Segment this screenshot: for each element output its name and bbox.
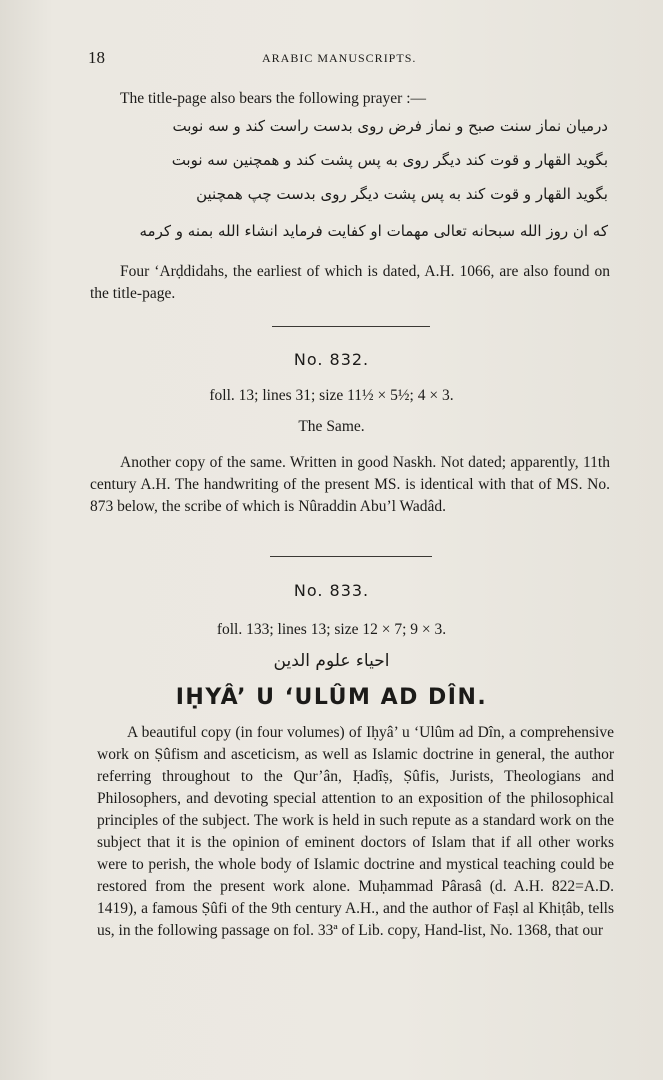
entry-832-number: No. 832. (293, 350, 370, 369)
prayer-intro: The title-page also bears the following prayer :— (120, 90, 427, 107)
entry-833-title: IḤYÂ’ U ‘ULÛM AD DÎN. (175, 685, 488, 710)
arabic-line-2: بگوید القهار و قوت کند دیگر روی به پس پشت کند و همچنین سه نوبت (171, 151, 608, 169)
entry-832-details: foll. 13; lines 31; size 11½ × 5½; 4 × 3. (209, 387, 454, 404)
arabic-line-3: بگوید القهار و قوت کند به پس پشت دیگر روی بدست چپ همچنین (196, 185, 608, 203)
entry-833-description: A beautiful copy (in four volumes) of Iḥyâ’ u ‘Ulûm ad Dîn, a comprehensive work on Ṣûfism and asceticism, as well as Islamic doctrine in general, the author referring throughout to the Qur’ân, Ḥadîṣ, Ṣûfis, Jurists, Theologians and Philosophers, and devoting special attention to an exposition of the philosophical principles of the subject. The work is held in such repute as a standard work on the subject that it is the opinion of eminent doctors of Islam that if all other works were to perish, the whole body of Islamic doctrine and mystical teaching could be restored from the present work alone. Muḥammad Pârasâ (d. A.H. 822=A.D. 1419), a famous Ṣûfi of the 9th century A.H., and the author of Faṣl al Khiṭâb, tells us, in the following passage on fol. 33ª of Lib. copy, Hand-list, No. 1368, that our (97, 724, 614, 939)
running-title: ARABIC MANUSCRIPTS. (262, 51, 417, 65)
entry-832-title: The Same. (298, 418, 365, 435)
page-number: 18 (88, 48, 105, 67)
arabic-line-4: که ان روز الله سبحانه تعالی مهمات او کفایت فرماید انشاء الله بمنه و کرمه (139, 222, 608, 240)
entry-833-number: No. 833. (293, 581, 370, 600)
prev-entry-closing: Four ‘Arḍdidahs, the earliest of which is dated, A.H. 1066, are also found on the title-page. (90, 263, 610, 302)
arabic-line-1: درمیان نماز سنت صبح و نماز فرض روی بدست راست کند و سه نوبت (172, 117, 608, 135)
entry-833-details: foll. 133; lines 13; size 12 × 7; 9 × 3. (216, 621, 447, 638)
divider (272, 326, 430, 327)
divider (270, 556, 432, 557)
entry-832-description: Another copy of the same. Written in good Naskh. Not dated; apparently, 11th century A.H. The handwriting of the present MS. is identical with that of MS. No. 873 below, the scribe of which is Nûraddin Abu’l Wadâd. (90, 454, 610, 515)
entry-833-arabic-title: احياء علوم الدين (273, 651, 390, 671)
